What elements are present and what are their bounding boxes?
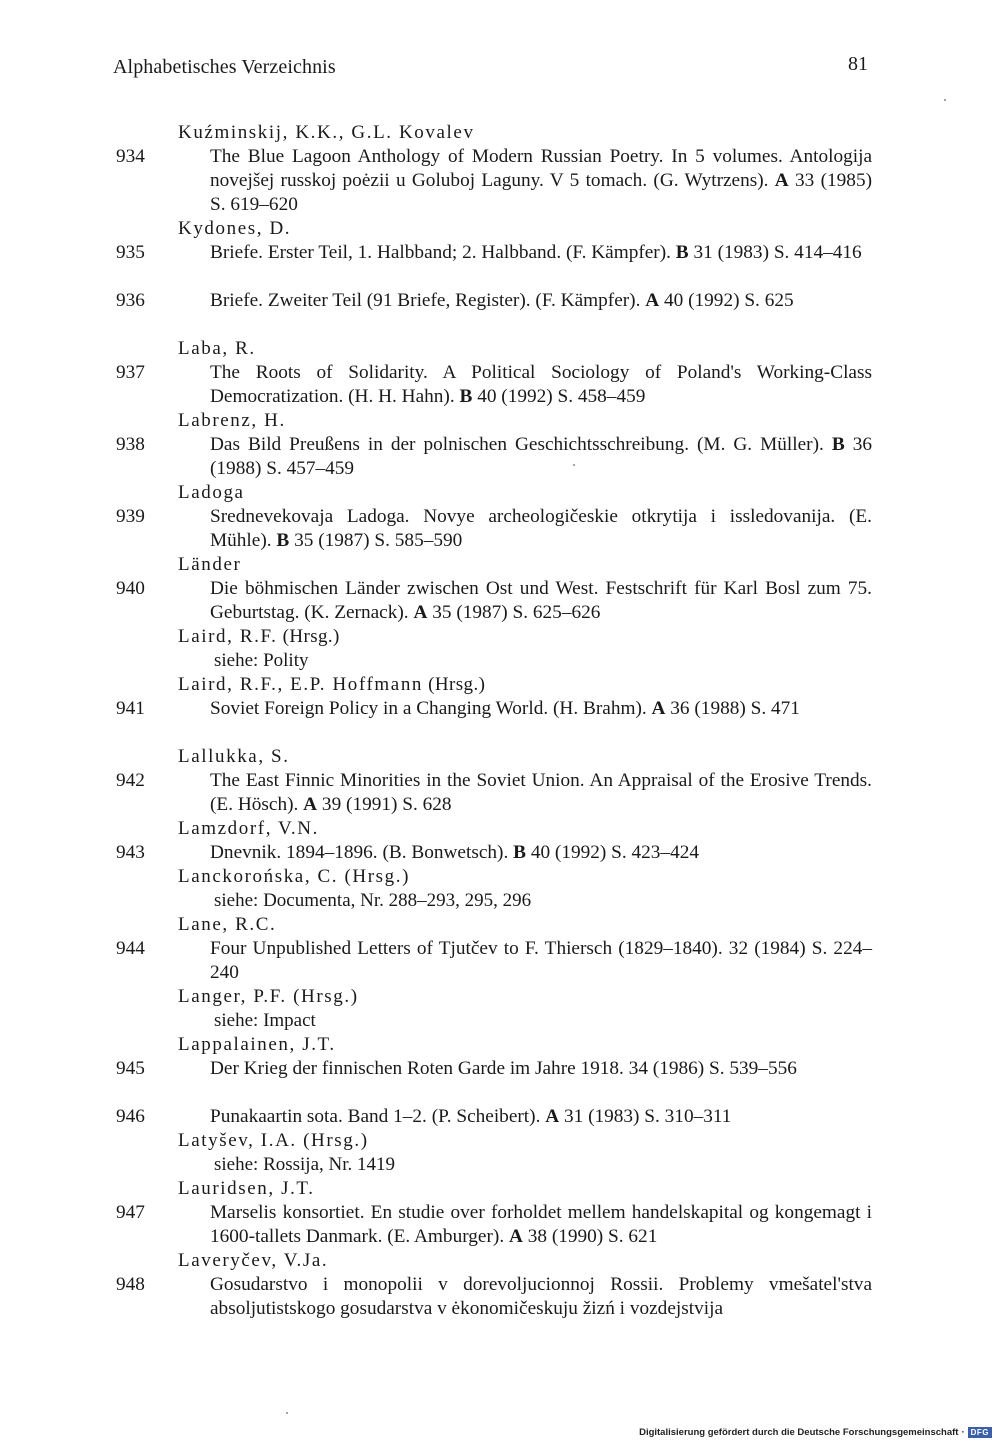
entry-citation: Four Unpublished Letters of Tjutčev to F. Thiersch (1829–1840). 32 (1984) S. 224–240 [210, 938, 872, 983]
review-section-marker: A [545, 1106, 560, 1127]
entry-number: 943 [116, 842, 145, 863]
entry-number: 938 [116, 434, 145, 455]
bibliography-entry [0, 433, 872, 481]
author-name: Lauridsen, J.T. [178, 1178, 315, 1199]
entry-text [210, 289, 872, 313]
entry-citation: The Roots of Solidarity. A Political Sociology of Poland's Working-Class Democratization. (H. H. Hahn). [210, 362, 872, 407]
cross-reference: siehe: Polity [214, 650, 309, 671]
bibliography-entry [0, 361, 872, 409]
author-heading [0, 625, 1000, 649]
entry-text [210, 1057, 872, 1081]
entry-text [210, 841, 872, 865]
entry-number: 934 [116, 146, 145, 167]
entry-number: 942 [116, 770, 145, 791]
review-section-marker: B [513, 842, 526, 863]
entry-number: 939 [116, 506, 145, 527]
entry-number: 945 [116, 1058, 145, 1079]
author-heading [0, 553, 1000, 577]
entry-volume-pages: 31 (1983) S. 310–311 [559, 1106, 732, 1127]
author-heading [0, 217, 1000, 241]
editor-note: (Hrsg.) [423, 674, 486, 695]
bibliography-entry [0, 769, 872, 817]
scan-speck [944, 99, 946, 101]
scan-speck [286, 1412, 288, 1414]
entry-text [210, 769, 872, 817]
author-heading [0, 337, 1000, 361]
author-heading [0, 913, 1000, 937]
page-header [113, 53, 868, 82]
entry-number: 937 [116, 362, 145, 383]
bibliography-entry [0, 1201, 872, 1249]
bibliography-entry [0, 937, 872, 985]
entry-text [210, 241, 872, 265]
author-name: Latyšev, I.A. (Hrsg.) [178, 1130, 369, 1151]
entry-volume-pages: 35 (1987) S. 585–590 [289, 530, 463, 551]
running-title: Alphabetisches Verzeichnis [113, 56, 336, 78]
review-section-marker: A [413, 602, 428, 623]
review-section-marker: B [276, 530, 290, 551]
author-heading [0, 1177, 1000, 1201]
author-heading [0, 985, 1000, 1009]
bibliography-entry [0, 1057, 872, 1105]
entry-citation: The Blue Lagoon Anthology of Modern Russian Poetry. In 5 volumes. Antologija novejšej russkoj poėzii u Goluboj Laguny. V 5 tomach. (G. Wytrzens). [210, 146, 872, 191]
author-heading [0, 673, 1000, 697]
author-name: Labrenz, H. [178, 410, 286, 431]
author-name: Lappalainen, J.T. [178, 1034, 336, 1055]
bibliography-entry [0, 241, 872, 289]
entry-number: 941 [116, 698, 145, 719]
entry-number: 948 [116, 1274, 145, 1295]
author-name: Länder [178, 554, 242, 575]
cross-reference: siehe: Documenta, Nr. 288–293, 295, 296 [214, 890, 532, 911]
dfg-logo-icon: DFG [968, 1427, 992, 1438]
entry-text [210, 361, 872, 409]
author-name: Lane, R.C. [178, 914, 277, 935]
entry-text [210, 1201, 872, 1249]
entry-volume-pages: 39 (1991) S. 628 [317, 794, 452, 815]
entry-volume-pages: 36 (1988) S. 471 [665, 698, 800, 719]
author-name: Laba, R. [178, 338, 256, 359]
bibliography-entry [0, 577, 872, 625]
entry-citation: Die böhmischen Länder zwischen Ost und West. Festschrift für Karl Bosl zum 75. Geburtstag. (K. Zernack). [210, 578, 872, 623]
entry-citation: Briefe. Zweiter Teil (91 Briefe, Register). (F. Kämpfer). [210, 290, 646, 311]
review-section-marker: B [675, 242, 689, 263]
review-section-marker: A [645, 290, 660, 311]
bibliography-entry [0, 1273, 872, 1321]
review-section-marker: A [303, 794, 318, 815]
entry-citation: Srednevekovaja Ladoga. Novye archeologičeskie otkrytija i issledovanija. (E. Mühle). [210, 506, 872, 551]
review-section-marker: A [774, 170, 789, 191]
author-heading [0, 409, 1000, 433]
author-name: Laird, R.F., E.P. Hoffmann [178, 674, 424, 695]
bibliography-entry [0, 145, 872, 217]
entry-citation: The East Finnic Minorities in the Soviet Union. An Appraisal of the Erosive Trends. (E. Hösch). [210, 770, 872, 815]
author-heading [0, 1033, 1000, 1057]
entry-citation: Dnevnik. 1894–1896. (B. Bonwetsch). [210, 842, 514, 863]
entry-number: 935 [116, 242, 145, 263]
entry-volume-pages: 31 (1983) S. 414–416 [688, 242, 862, 263]
author-name: Kydones, D. [178, 218, 292, 239]
entry-text [210, 577, 872, 625]
entry-volume-pages: 40 (1992) S. 423–424 [526, 842, 699, 863]
entry-volume-pages: 33 (1985) S. 619–620 [210, 170, 873, 215]
author-name: Langer, P.F. (Hrsg.) [178, 986, 359, 1007]
bibliography-entry [0, 697, 872, 745]
author-heading [0, 1129, 1000, 1153]
review-section-marker: A [651, 698, 666, 719]
author-name: Ladoga [178, 482, 245, 503]
author-heading [0, 865, 1000, 889]
cross-reference: siehe: Rossija, Nr. 1419 [214, 1154, 396, 1175]
entry-text [210, 433, 872, 481]
entry-volume-pages: 36 (1988) S. 457–459 [210, 434, 872, 479]
entry-number: 940 [116, 578, 145, 599]
entry-citation: Das Bild Preußens in der polnischen Geschichtsschreibung. (M. G. Müller). [210, 434, 832, 455]
entry-text [210, 697, 872, 721]
author-heading [0, 121, 1000, 145]
author-heading [0, 745, 1000, 769]
author-name: Lallukka, S. [178, 746, 290, 767]
entry-number: 946 [116, 1106, 145, 1127]
entry-text [210, 1105, 872, 1129]
entry-volume-pages: 40 (1992) S. 625 [659, 290, 794, 311]
author-name: Laveryčev, V.Ja. [178, 1250, 329, 1271]
entry-citation: Marselis konsortiet. En studie over forholdet mellem handelskapital og kongemagt i 1600-tallets Danmark. (E. Amburger). [210, 1202, 872, 1247]
entry-volume-pages: 35 (1987) S. 625–626 [427, 602, 601, 623]
bibliography-entry [0, 289, 872, 337]
bibliography-entry [0, 505, 872, 553]
entry-citation: Punakaartin sota. Band 1–2. (P. Scheibert). [210, 1106, 546, 1127]
entry-citation: Gosudarstvo i monopolii v dorevoljucionnoj Rossii. Problemy vmešatel'stva absoljutistskogo gosudarstva v ėkonomičeskuju žizń i vozdejstvija [210, 1274, 872, 1319]
author-heading [0, 817, 1000, 841]
bibliography-entry [0, 1105, 872, 1129]
author-name: Kuźminskij, K.K., G.L. Kovalev [178, 122, 475, 143]
entry-text [210, 937, 872, 985]
author-heading [0, 1249, 1000, 1273]
author-name: Lanckorońska, C. (Hrsg.) [178, 866, 411, 887]
entry-number: 936 [116, 290, 145, 311]
editor-note: (Hrsg.) [277, 626, 340, 647]
entry-citation: Soviet Foreign Policy in a Changing World. (H. Brahm). [210, 698, 652, 719]
scan-speck [573, 464, 575, 466]
bibliography-list [0, 121, 1000, 1321]
entry-volume-pages: 40 (1992) S. 458–459 [472, 386, 646, 407]
footer-text: Digitalisierung gefördert durch die Deutsche Forschungsgemeinschaft [639, 1427, 959, 1438]
entry-text [210, 505, 872, 553]
bibliography-entry [0, 841, 872, 865]
entry-number: 944 [116, 938, 145, 959]
entry-volume-pages: 38 (1990) S. 621 [522, 1226, 658, 1247]
cross-reference: siehe: Impact [214, 1010, 316, 1031]
review-section-marker: A [508, 1226, 523, 1247]
author-heading [0, 481, 1000, 505]
review-section-marker: B [459, 386, 473, 407]
entry-citation: Der Krieg der finnischen Roten Garde im Jahre 1918. 34 (1986) S. 539–556 [210, 1058, 797, 1079]
entry-citation: Briefe. Erster Teil, 1. Halbband; 2. Halbband. (F. Kämpfer). [210, 242, 676, 263]
entry-number: 947 [116, 1202, 145, 1223]
review-section-marker: B [831, 434, 845, 455]
footer-credit: Digitalisierung gefördert durch die Deutsche Forschungsgemeinschaft · DFG [639, 1427, 992, 1438]
entry-text [210, 1273, 872, 1321]
entry-text [210, 145, 872, 217]
author-name: Laird, R.F. [178, 626, 278, 647]
author-name: Lamzdorf, V.N. [178, 818, 319, 839]
page-number: 81 [848, 53, 868, 75]
